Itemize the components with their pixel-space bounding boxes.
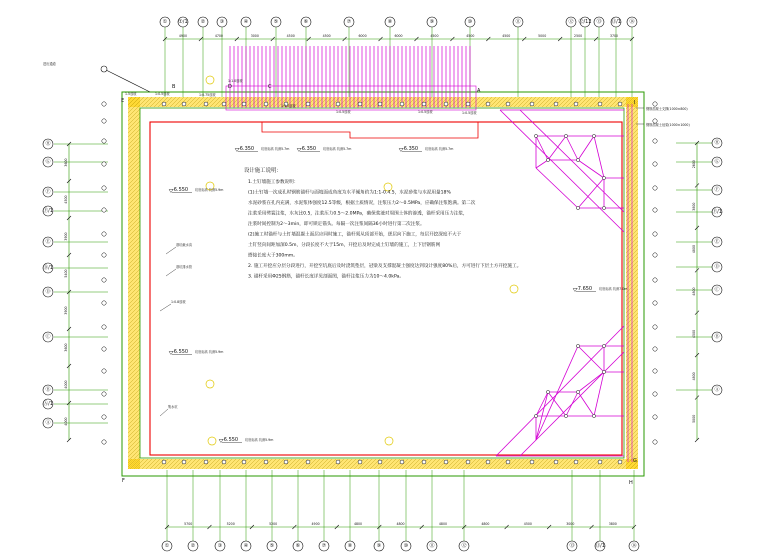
corner-letter: A (477, 88, 481, 94)
corner-letter: D (228, 84, 232, 90)
observation-point (400, 460, 404, 464)
pit-edge-lines (101, 66, 644, 476)
axis-label-top: ① (162, 19, 168, 25)
observation-point (653, 162, 657, 166)
dimension-value: 4900 (178, 34, 188, 38)
observation-point (242, 102, 246, 106)
observation-point (358, 460, 362, 464)
axis-label-right: Ⓔ (714, 239, 720, 245)
observation-point (102, 347, 106, 351)
brace-node (546, 390, 549, 393)
axis-label-right: Ⓕ (714, 187, 720, 193)
observation-point (422, 460, 426, 464)
axis-label-left: Ⓓ/1 (43, 265, 53, 271)
axis-label-top: ⑨ (429, 19, 435, 25)
axis-label-left: Ⓓ (45, 289, 51, 295)
observation-point (486, 460, 490, 464)
slope-label: 1:0.5放坡 (418, 110, 433, 114)
observation-point (102, 325, 106, 329)
notes-line: 注浆采用劈裂注浆，水灰比0.5，注浆压力0.5～2.0MPa，确保浆液对周围土体的渗透，锚杆采用压力注浆， (248, 211, 468, 217)
axis-label-bottom: ⑧ (347, 543, 353, 549)
slope-label: 1:0.75放坡 (199, 93, 216, 97)
dimension-value: 4800 (692, 372, 696, 381)
axis-label-top: ①/1 (178, 19, 188, 25)
slope-label: 1:1.2放坡 (281, 104, 296, 108)
axis-label-right: Ⓖ (714, 159, 720, 165)
dimension-value: 4800 (481, 522, 490, 526)
brace-node (546, 158, 549, 161)
dimension-value: 3600 (64, 158, 68, 167)
dimension-value: 6000 (394, 34, 403, 38)
axis-label-bottom: ⑦ (321, 543, 327, 549)
observation-point (102, 415, 106, 419)
elevation-note: 坑底标高 坑深7.0m (599, 287, 628, 291)
observation-point (336, 460, 340, 464)
dimension-value: 3000 (250, 34, 259, 38)
edge-label-left-4: 1.5放坡 (125, 92, 137, 96)
axis-label-left: Ⓔ (45, 239, 51, 245)
observation-point (306, 460, 310, 464)
observation-point (653, 325, 657, 329)
axis-label-bottom: ⑥ (295, 543, 301, 549)
sump-marker (385, 437, 393, 445)
outer-slope-edge (122, 92, 644, 476)
observation-point (162, 102, 166, 106)
notes-line: 2. 施工开挖应分层分段进行，开挖至坑底后及时浇筑垫层，冠梁及支撑混凝土强度达到设计强度80%后，方可进行下层土方开挖施工。 (248, 264, 522, 269)
axis-label-top: ⑪ (515, 19, 521, 25)
observation-point (336, 102, 340, 106)
axis-label-bottom: ③ (217, 543, 223, 549)
brace-node (576, 206, 579, 209)
axis-label-left: Ⓑ (45, 387, 51, 393)
axis-label-top: ⑭ (629, 19, 635, 25)
axis-label-top: ⑩ (467, 19, 473, 25)
axis-label-bottom: ④ (243, 543, 249, 549)
dimension-value: 5200 (226, 522, 235, 526)
brace-member (548, 392, 566, 416)
sump-marker (206, 380, 214, 388)
elevation-value: -6.350 (402, 146, 419, 152)
dimension-value: 4900 (311, 522, 320, 526)
dimension-value: 4800 (438, 522, 448, 526)
elevation-note: 坑底标高 坑深5.9m (195, 350, 224, 354)
notes-line: (1)土钉墙一次成孔时钢筋锚杆与面坡面成角度为水平倾角约为1:1-0.4.5，水泥砂浆与水泥用量18% (248, 190, 451, 196)
elevation-value: -6.550 (222, 437, 239, 443)
axis-label-left: Ⓐ/1 (43, 401, 53, 407)
observation-point (466, 102, 470, 106)
observation-point (400, 102, 404, 106)
brace-node (564, 414, 567, 417)
observation-point (506, 102, 510, 106)
elevation-note: 坑底标高 坑深5.7m (323, 147, 352, 151)
observation-point (264, 460, 268, 464)
dimension-value: 3900 (64, 232, 68, 241)
dimension-value: 4800 (396, 522, 405, 526)
elevation-note: 坑底标高 坑深5.9m (195, 188, 224, 192)
axis-label-left: Ⓖ (45, 159, 51, 165)
dimension-value: 4000 (64, 380, 68, 389)
axis-label-top: ⑬ (596, 19, 602, 25)
dimension-value: 2500 (574, 34, 583, 38)
observation-point (102, 392, 106, 396)
dimension-value: 4800 (692, 287, 696, 296)
notes-line: 水泥砂浆在孔内充满，水泥浆体强度12.5等级，根据土质情况，注浆压力2～0.5MPa，应确保注浆饱满。第二次 (248, 201, 476, 206)
observation-point (102, 162, 106, 166)
dimension-value: 5000 (692, 414, 696, 423)
axis-label-bottom: ⑨ (376, 543, 382, 549)
axis-label-top: ⑥ (303, 19, 309, 25)
dimension-value: 4500 (502, 34, 511, 38)
access-road-leader (104, 69, 150, 92)
observation-point (102, 440, 106, 444)
corner-letter: F (122, 478, 125, 484)
observation-point (182, 102, 186, 106)
dimension-value: 4800 (692, 245, 696, 254)
axis-label-bottom: ⑫ (461, 543, 467, 549)
observation-point (653, 232, 657, 236)
observation-point (444, 460, 448, 464)
observation-point (653, 186, 657, 190)
dimension-value: 2600 (692, 160, 696, 169)
label-leader (166, 247, 176, 254)
notes-title: 设计施工说明： (244, 168, 282, 174)
slope-label: 1:0.5放坡 (155, 92, 170, 96)
elevation-value: -6.350 (300, 146, 317, 152)
observation-point (102, 369, 106, 373)
edge-label-bottom-left: 集水坑 (168, 405, 178, 409)
dimension-value: 5000 (538, 34, 547, 38)
observation-point (102, 208, 106, 212)
axis-label-right: Ⓑ (714, 334, 720, 340)
observation-point (530, 102, 534, 106)
dimension-value: 4500 (64, 195, 68, 204)
dimension-value: 3700 (609, 34, 619, 38)
observation-point (102, 253, 106, 257)
axis-label-bottom: ⑪ (429, 543, 435, 549)
brace-member (578, 136, 594, 160)
axis-label-right: Ⓕ/1 (712, 209, 722, 215)
corner-letter: G (633, 458, 637, 464)
corner-letter: B (172, 84, 176, 90)
label-leader (166, 269, 176, 276)
observation-point (182, 460, 186, 464)
brace-node (602, 344, 605, 347)
brace-node (592, 414, 595, 417)
brace-node (564, 134, 567, 137)
observation-point (653, 278, 657, 282)
brace-member (566, 392, 578, 416)
axis-label-bottom: ⑬/1 (595, 543, 605, 549)
dimension-value: 6000 (358, 34, 367, 38)
observation-point (378, 102, 382, 106)
observation-point (102, 102, 106, 106)
axis-label-bottom: ⑩ (403, 543, 409, 549)
slope-label: 1:1.0放坡 (228, 79, 243, 83)
observation-point (554, 460, 558, 464)
dimension-value: 5700 (184, 522, 193, 526)
observation-point (486, 102, 490, 106)
brace-node (534, 414, 537, 417)
axis-label-left: Ⓕ (45, 189, 51, 195)
axis-label-left: Ⓐ (45, 420, 51, 426)
brace-node (576, 158, 579, 161)
axis-label-right: Ⓓ (714, 264, 720, 270)
axis-label-top: ④ (243, 19, 249, 25)
dimension-value: 5200 (269, 522, 278, 526)
axis-label-top: ⑬/1 (611, 19, 621, 25)
axis-label-bottom: ① (164, 543, 170, 549)
brace-member (578, 178, 604, 208)
brace-node (602, 206, 605, 209)
observation-point (102, 278, 106, 282)
edge-label-left-2: 基坑排水管 (176, 265, 192, 269)
observation-point (204, 102, 208, 106)
notes-line: 土钉竖向间距加深0.5m，分段长度不大于15m，开挖后及时完成土钉墙的施工，上下层钢筋网 (248, 243, 441, 248)
observation-point (554, 102, 558, 106)
observation-point (653, 392, 657, 396)
elevation-value: -6.550 (172, 349, 189, 355)
brace-node (534, 134, 537, 137)
dimension-value: 4500 (430, 34, 439, 38)
observation-point (653, 415, 657, 419)
dimension-value: 3000 (566, 522, 575, 526)
corner-letter: I (634, 100, 636, 106)
edge-label-left-1: 基坑截水沟 (176, 243, 192, 247)
axis-label-bottom: ⑤ (269, 543, 275, 549)
brace-node (592, 134, 595, 137)
axis-label-bottom: ⑬ (569, 543, 575, 549)
observation-point (102, 139, 106, 143)
dimension-value: 5400 (64, 269, 68, 278)
observation-point (653, 102, 657, 106)
axis-label-right: Ⓒ (714, 287, 720, 293)
observation-point (618, 102, 622, 106)
observation-point (264, 102, 268, 106)
brace-member (536, 346, 578, 440)
axis-label-top: ⑫/12 (578, 19, 592, 25)
corner-letter: C (268, 84, 272, 90)
axis-label-bottom: ⑭ (631, 543, 637, 549)
brace-node (602, 370, 605, 373)
brace-member (536, 392, 548, 416)
notes-line: 1.土钉墙施工参数说明： (248, 180, 299, 185)
notes-line: 注浆时间控制为2～3min，即可锁定锚头。每隔一次注浆间隔36小时进行第二次注浆。 (248, 222, 425, 227)
corner-letter: E (121, 98, 125, 104)
edge-label-right-1: 钢筋混凝土支撑(1000×800) (646, 107, 688, 111)
axis-label-top: ② (200, 19, 206, 25)
observation-point (378, 460, 382, 464)
notes-line: 3. 锚杆采用Φ25钢筋，锚杆长度详见剖面图，锚杆注浆压力为10～4.0kPa。 (248, 274, 404, 280)
axis-label-left: Ⓗ (45, 141, 51, 147)
edge-label-right-2: 钢筋混凝土冠梁(1000×1000) (646, 123, 690, 127)
observation-point (204, 460, 208, 464)
axis-label-right: Ⓗ (714, 140, 720, 146)
observation-point (222, 102, 226, 106)
corner-braces (496, 110, 624, 456)
sump-marker (206, 76, 214, 84)
observation-point (444, 102, 448, 106)
observation-point (358, 102, 362, 106)
slope-hatch (128, 97, 638, 469)
dimension-value: 3600 (64, 343, 68, 352)
brace-member (578, 392, 594, 416)
elevation-value: -7.650 (576, 286, 593, 292)
slope-label: 1:0.5放坡 (336, 110, 351, 114)
dimension-value: 4800 (353, 522, 363, 526)
brace-node (576, 344, 579, 347)
axis-label-top: ③ (219, 19, 225, 25)
observation-point (574, 460, 578, 464)
brace-member (536, 136, 548, 160)
observation-point (162, 460, 166, 464)
dimension-value: 4000 (64, 417, 68, 426)
observation-point (653, 208, 657, 212)
notes-line: 搭接长度大于300mm。 (248, 253, 298, 259)
brace-node (576, 390, 579, 393)
observation-point (618, 460, 622, 464)
observation-point (598, 102, 602, 106)
axis-label-bottom: ② (190, 543, 196, 549)
dimension-value: 4500 (322, 34, 331, 38)
observation-point (653, 139, 657, 143)
axis-label-top: ⑧ (387, 19, 393, 25)
observation-point (506, 460, 510, 464)
axis-label-left: Ⓒ (45, 334, 51, 340)
brace-member (500, 110, 624, 232)
elevation-value: -6.550 (172, 187, 189, 193)
observation-point (306, 102, 310, 106)
axis-label-left: Ⓕ/1 (43, 208, 53, 214)
observation-point (102, 186, 106, 190)
observation-point (653, 347, 657, 351)
slope-label: 1:0.5放坡 (462, 111, 477, 115)
observation-point (284, 460, 288, 464)
sump-marker (208, 437, 216, 445)
observation-point (653, 369, 657, 373)
label-leader (160, 304, 171, 311)
observation-point (466, 460, 470, 464)
label-leader (160, 409, 168, 416)
sump-marker (510, 285, 518, 293)
elevation-note: 坑底标高 坑深5.7m (261, 147, 290, 151)
corner-letter: H (629, 480, 633, 486)
design-notes (244, 166, 521, 280)
observation-point (242, 460, 246, 464)
observation-point (653, 440, 657, 444)
dimension-value: 4500 (466, 34, 475, 38)
observation-point (102, 119, 106, 123)
brace-member (536, 160, 548, 168)
observation-point (530, 460, 534, 464)
observation-point (422, 102, 426, 106)
access-road-node (101, 66, 107, 72)
dimension-value: 4700 (214, 34, 223, 38)
dimension-value: 4500 (523, 522, 532, 526)
axis-label-top: ⑦ (346, 19, 352, 25)
axis-label-right: Ⓐ (714, 387, 720, 393)
observation-point (653, 301, 657, 305)
dimension-value: 3800 (692, 202, 696, 211)
observation-point (653, 253, 657, 257)
elevation-value: -6.350 (238, 146, 255, 152)
observation-point (574, 102, 578, 106)
observation-point (222, 460, 226, 464)
axis-label-top: ⑤ (273, 19, 279, 25)
observation-point (598, 460, 602, 464)
notes-line: (2)施工时锚杆与土钉墙混凝土面层应同时施工，锚杆须从顶部开始，逐层向下施工，每层开挖深度不大于 (248, 232, 462, 238)
dimension-value: 3900 (64, 306, 68, 315)
edge-label-left-3: 1:0.8放坡 (171, 300, 186, 304)
observation-point (102, 301, 106, 305)
dimension-value: 3800 (608, 522, 617, 526)
dimension-value: 4500 (692, 329, 696, 338)
elevation-note: 坑底标高 坑深5.7m (425, 147, 454, 151)
axis-label-top: ⑫ (568, 19, 574, 25)
brace-node (602, 176, 605, 179)
edge-label-top-left: 进出通道 (43, 62, 56, 66)
observation-point (102, 232, 106, 236)
elevation-note: 坑底标高 坑深5.9m (245, 438, 274, 442)
brace-member (536, 168, 578, 208)
dimension-value: 4500 (286, 34, 295, 38)
